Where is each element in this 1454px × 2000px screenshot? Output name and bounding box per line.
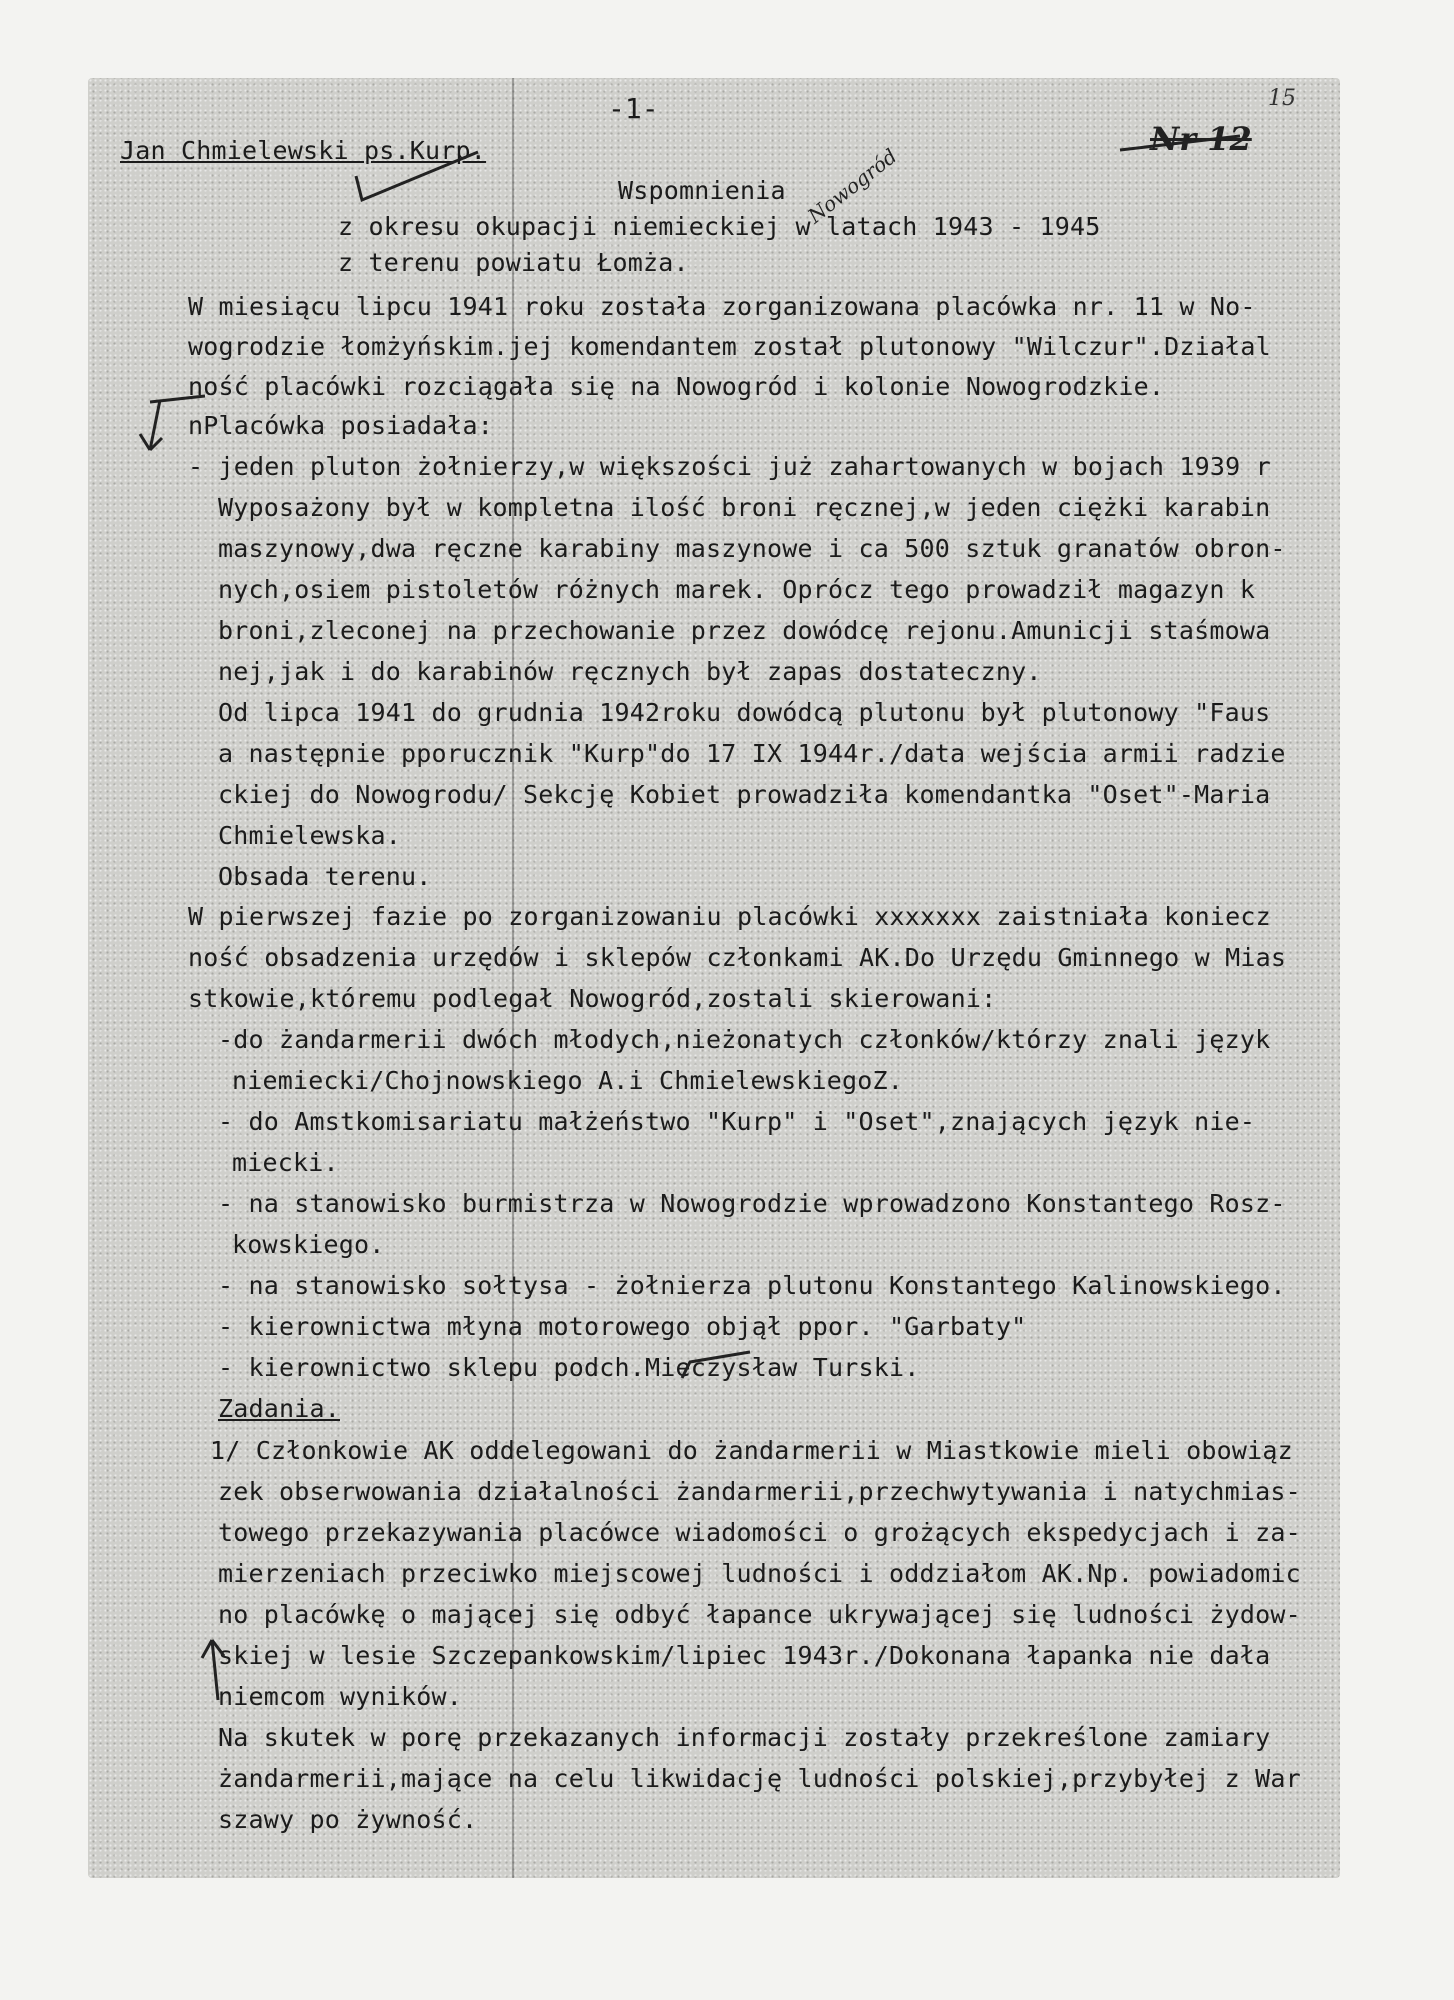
section-heading: Zadania.: [218, 1394, 341, 1423]
author-line: Jan Chmielewski ps.Kurp.: [120, 136, 487, 165]
body-line: niemiecki/Chojnowskiego A.i ChmielewskiegoZ.: [232, 1066, 904, 1095]
arrow-up-mark: [202, 1640, 224, 1700]
underline-corner: [1120, 136, 1240, 150]
corner-number: 15: [1268, 86, 1296, 111]
body-line: - kierownictwo sklepu podch.Mieczysław Turski.: [218, 1353, 920, 1382]
body-line: ność placówki rozciągała się na Nowogród i kolonie Nowogrodzkie.: [188, 372, 1165, 401]
body-line: broni,zleconej na przechowanie przez dowódcę rejonu.Amunicji staśmowa: [218, 616, 1271, 645]
body-line: skiej w lesie Szczepankowskim/lipiec 1943r./Dokonana łapanka nie dała: [218, 1641, 1271, 1670]
body-line: kowskiego.: [232, 1230, 385, 1259]
body-line: wogrodzie łomżyńskim.jej komendantem został plutonowy "Wilczur".Działal: [188, 332, 1271, 361]
body-line: maszynowy,dwa ręczne karabiny maszynowe i ca 500 sztuk granatów obron-: [218, 534, 1286, 563]
body-line: W pierwszej fazie po zorganizowaniu placówki xxxxxxx zaistniała koniecz: [188, 902, 1271, 931]
body-line: żandarmerii,mające na celu likwidację ludności polskiej,przybyłej z War: [218, 1764, 1301, 1793]
body-line: ność obsadzenia urzędów i sklepów członkami AK.Do Urzędu Gminnego w Mias: [188, 943, 1287, 972]
body-line: 1/ Członkowie AK oddelegowani do żandarmerii w Miastkowie mieli obowiąz: [210, 1436, 1293, 1465]
body-line: nej,jak i do karabinów ręcznych był zapas dostateczny.: [218, 657, 1042, 686]
body-line: - na stanowisko burmistrza w Nowogrodzie wprowadzono Konstantego Rosz-: [218, 1189, 1286, 1218]
body-line: miecki.: [232, 1148, 339, 1177]
body-line: ckiej do Nowogrodu/ Sekcję Kobiet prowadziła komendantka "Oset"-Maria: [218, 780, 1271, 809]
body-line: Chmielewska.: [218, 821, 402, 850]
body-line: W miesiącu lipcu 1941 roku została zorganizowana placówka nr. 11 w No-: [188, 292, 1256, 321]
body-line: Na skutek w porę przekazanych informacji zostały przekreślone zamiary: [218, 1723, 1271, 1752]
corner-mark: Nr 12: [1150, 120, 1252, 158]
document-title: Wspomnienia: [618, 176, 786, 205]
body-line: Wyposażony był w kompletna ilość broni ręcznej,w jeden ciężki karabin: [218, 493, 1271, 522]
body-line: - jeden pluton żołnierzy,w większości już zahartowanych w bojach 1939 r: [188, 452, 1271, 481]
bracket-mark: [150, 396, 205, 402]
subtitle-line-1: z okresu okupacji niemieckiej w latach 1943 - 1945: [338, 212, 1101, 241]
body-line: - do Amstkomisariatu małżeństwo "Kurp" i "Oset",znających język nie-: [218, 1107, 1256, 1136]
body-line: zek obserwowania działalności żandarmerii,przechwytywania i natychmias-: [218, 1477, 1301, 1506]
body-line: nych,osiem pistoletów różnych marek. Oprócz tego prowadził magazyn k: [218, 575, 1256, 604]
arrow-down-mark: [140, 400, 162, 450]
body-line: no placówkę o mającej się odbyć łapance ukrywającej się ludności żydow-: [218, 1600, 1301, 1629]
body-line: szawy po żywność.: [218, 1805, 478, 1834]
section-heading: Obsada terenu.: [218, 862, 432, 891]
body-line: niemcom wyników.: [218, 1682, 463, 1711]
body-line: -do żandarmerii dwóch młodych,nieżonatych członków/którzy znali język: [218, 1025, 1271, 1054]
body-line: - kierownictwa młyna motorowego objął ppor. "Garbaty": [218, 1312, 1027, 1341]
subtitle-line-2: z terenu powiatu Łomża.: [338, 248, 689, 277]
body-line: towego przekazywania placówce wiadomości o grożących ekspedycjach i za-: [218, 1518, 1301, 1547]
stamp-handwritten: Nowogród: [803, 143, 902, 228]
body-line: stkowie,któremu podlegał Nowogród,zostali skierowani:: [188, 984, 997, 1013]
body-line: a następnie pporucznik "Kurp"do 17 IX 1944r./data wejścia armii radzie: [218, 739, 1286, 768]
body-line: mierzeniach przeciwko miejscowej ludności i oddziałom AK.Np. powiadomic: [218, 1559, 1301, 1588]
page-number: -1-: [608, 92, 659, 125]
checkmark-author: [356, 152, 478, 200]
body-line: - na stanowisko sołtysa - żołnierza plutonu Konstantego Kalinowskiego.: [218, 1271, 1286, 1300]
checkmark-turski: [682, 1352, 750, 1378]
body-line: Od lipca 1941 do grudnia 1942roku dowódcą plutonu był plutonowy "Faus: [218, 698, 1271, 727]
body-line: nPlacówka posiadała:: [188, 411, 494, 440]
